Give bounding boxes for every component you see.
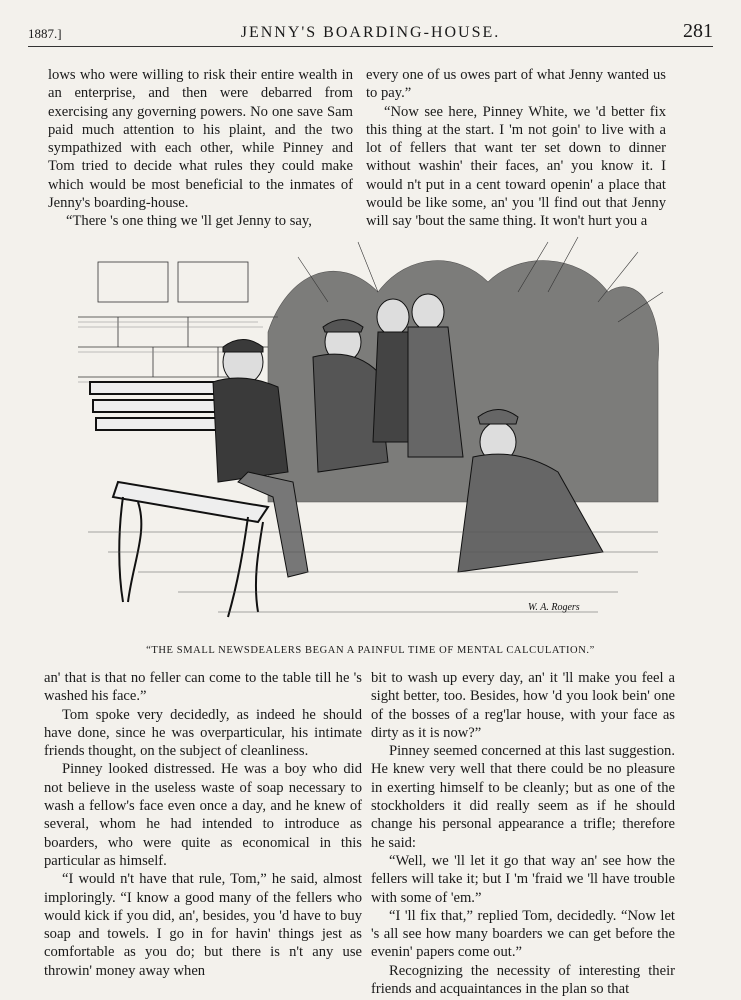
header-title: JENNY'S BOARDING-HOUSE.: [240, 24, 501, 41]
paragraph: Recognizing the necessity of interesting their friends and acquaintances in the plan so that: [371, 962, 675, 998]
artist-signature: W. A. Rogers: [528, 602, 580, 613]
paragraph: “Well, we 'll let it go that way an' see how the fellers will take it; but I 'm 'fraid we 'll have trouble with some of 'em.”: [371, 852, 675, 906]
paragraph: every one of us owes part of what Jenny wanted us to pay.”: [366, 67, 666, 102]
paragraph: Pinney looked distressed. He was a boy who did not believe in the useless waste of soap necessary to wash a fellow's face even once a day, and he knew of several, whom he had intended to introduce as boarders, who were quite as economical in this particular as himself.: [44, 761, 362, 869]
paragraph: Tom spoke very decidedly, as indeed he should have done, since he was overparticular, his intimate friends thought, on the subject of cleanliness.: [44, 706, 362, 760]
running-header: [28, 18, 713, 46]
paragraph: bit to wash up every day, an' it 'll make you feel a sight better, too. Besides, how 'd you look bein' one of the bosses of a reg'lar house, with your face as dirty as it is now?”: [371, 670, 675, 741]
column-top-right: [366, 66, 666, 231]
engraving-illustration: [78, 232, 668, 632]
illustration-caption: “THE SMALL NEWSDEALERS BEGAN A PAINFUL TIME OF MENTAL CALCULATION.”: [146, 645, 595, 656]
paragraph: lows who were willing to risk their entire wealth in an enterprise, and then were debarred from exercising any governing powers. No one save Sam paid much attention to his plaint, and the two sympathized with each other, while Pinney and Tom tried to decide what rules they could make which would be most beneficial to the inmates of Jenny's boarding-house.: [48, 67, 353, 212]
paragraph: an' that is that no feller can come to the table till he 's washed his face.”: [44, 670, 362, 705]
paragraph: “Now see here, Pinney White, we 'd better fix this thing at the start. I 'm not goin' to live with a lot of fellers that want ter set down to dinner without washin' their faces, an' you know it. I would n't put in a cent toward openin' a place that would be like some, an' you 'll find out that Jenny will say 'bout the same thing. It won't hurt you a: [366, 103, 666, 230]
paragraph: “There 's one thing we 'll get Jenny to say,: [66, 213, 312, 230]
paragraph: “I would n't have that rule, Tom,” he said, almost imploringly. “I know a good many of the fellers who would kick if you did, an', besides, you 'd have to buy soap and towels. I go in for havin' things jest as comfortable as you do; but there is n't any use throwin' money away when: [44, 871, 362, 979]
column-top-left: [48, 66, 353, 231]
paragraph: Pinney seemed concerned at this last suggestion. He knew very well that there could be no pleasure in exerting himself to be cleanly; but as one of the stockholders it did really seem as if he should change his personal appearance a trifle; therefore he said:: [371, 743, 675, 851]
header-year: 1887.]: [28, 26, 62, 41]
header-rule: [28, 46, 713, 47]
column-bottom-right: [371, 669, 675, 998]
column-bottom-left: [44, 669, 362, 980]
paragraph: “I 'll fix that,” replied Tom, decidedly. “Now let 's all see how many boarders we can get before the evenin' papers come out.”: [371, 907, 675, 961]
page-number: 281: [683, 20, 713, 42]
